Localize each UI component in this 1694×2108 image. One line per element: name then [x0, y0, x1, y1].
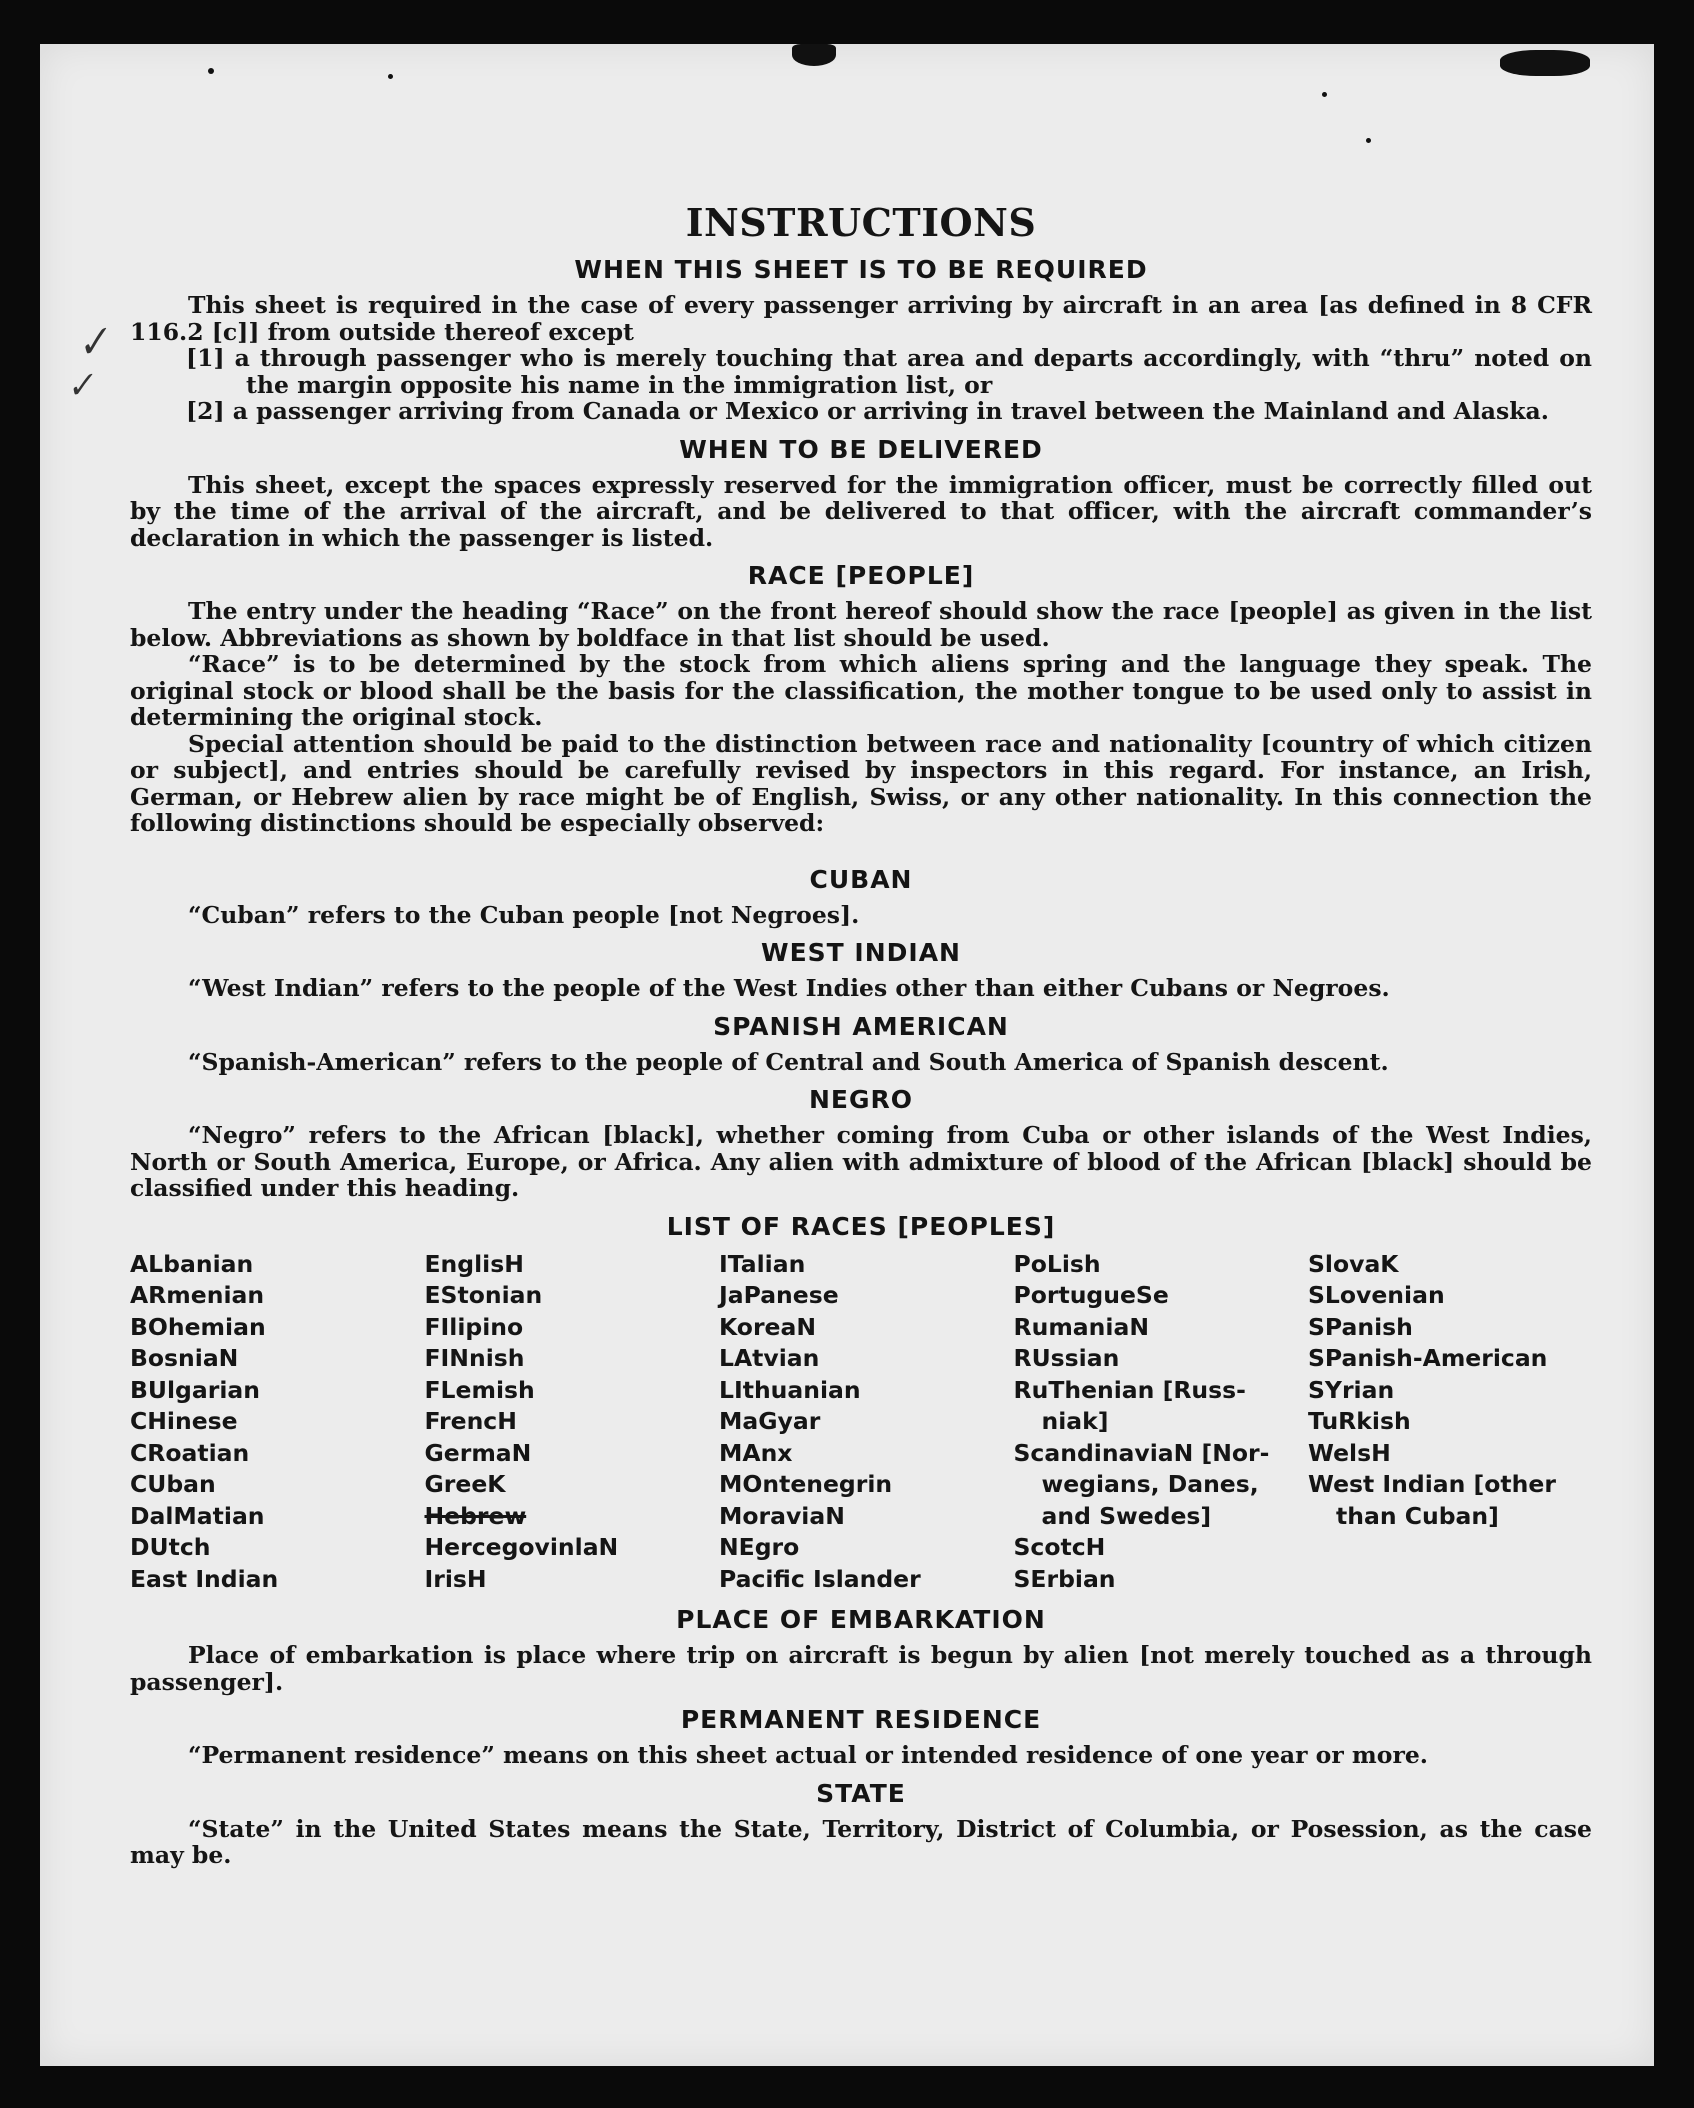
race-list-item: EStonian: [424, 1281, 543, 1309]
race-list-item: GreeK: [424, 1470, 506, 1498]
handwritten-mark: ✓: [63, 364, 98, 408]
ink-speck: [208, 68, 214, 74]
race-list-item: ALbanian: [130, 1249, 254, 1278]
section-heading-negro: NEGRO: [808, 1085, 914, 1114]
race-list-column-3: [719, 1249, 1003, 1596]
race-list-item: SlovaK: [1308, 1249, 1399, 1278]
race-list-item: ARmenian: [130, 1281, 265, 1309]
race-list-item: PortugueSe: [1013, 1281, 1169, 1309]
race-list-item: RumaniaN: [1013, 1312, 1149, 1341]
paragraph-cuban: “Cuban” refers to the Cuban people [not Negroes].: [188, 900, 860, 929]
ink-speck: [1322, 92, 1327, 97]
paragraph-delivered: This sheet, except the spaces expressly reserved for the immigration officer, must be correctly filled out by the time of the arrival of the aircraft, and be delivered to that officer, with the aircraft commander’s declaration in which the passenger is listed.: [130, 470, 1592, 552]
race-list-item: MOntenegrin: [719, 1470, 893, 1498]
race-list-item: SLovenian: [1308, 1281, 1445, 1309]
race-list-item: SErbian: [1013, 1564, 1116, 1593]
paragraph-race-2: “Race” is to be determined by the stock from which aliens spring and the language they speak. The original stock or blood shall be the basis for the classification, the mother tongue to be used only to assist in determining the original stock.: [130, 650, 1592, 731]
page-title: INSTRUCTIONS: [685, 200, 1037, 245]
race-list-item: CUban: [130, 1470, 216, 1498]
race-list-item: CHinese: [130, 1407, 238, 1435]
race-list-item: TuRkish: [1308, 1407, 1411, 1435]
paragraph-race-1: The entry under the heading “Race” on the front hereof should show the race [people] as given in the list below. Abbreviations as shown by boldface in that list should be used.: [130, 597, 1592, 652]
race-list-item: West Indian [other: [1308, 1470, 1556, 1498]
section-heading-residence: PERMANENT RESIDENCE: [680, 1705, 1042, 1734]
race-list-item: LIthuanian: [719, 1375, 861, 1404]
ink-speck: [388, 74, 393, 79]
spacer: [130, 837, 1592, 855]
race-list-item: SPanish: [1308, 1312, 1413, 1341]
race-list-item: BosniaN: [130, 1344, 239, 1372]
paragraph-spanish-american: “Spanish-American” refers to the people of Central and South America of Spanish descent.: [188, 1047, 1389, 1076]
race-list-item: CRoatian: [130, 1438, 250, 1467]
race-list-column-1: [130, 1249, 414, 1596]
race-list-item: BOhemian: [130, 1312, 266, 1341]
race-list-item: ScandinaviaN [Nor-: [1013, 1438, 1270, 1467]
race-list-item: PoLish: [1013, 1249, 1101, 1278]
race-list-item: FLemish: [424, 1375, 535, 1404]
race-list-item-continued: wegians, Danes,: [1041, 1470, 1259, 1498]
race-list-item-continued: than Cuban]: [1336, 1501, 1499, 1530]
section-heading-required: WHEN THIS SHEET IS TO BE REQUIRED: [574, 255, 1148, 284]
race-list-item: SYrian: [1308, 1375, 1395, 1404]
ink-speck: [1366, 138, 1371, 143]
race-list-item: IrisH: [424, 1564, 487, 1593]
paragraph-negro: “Negro” refers to the African [black], whether coming from Cuba or other islands of the West Indies, North or South America, Europe, or Africa. Any alien with admixture of blood of the African [black] should be classified under this heading.: [130, 1121, 1592, 1202]
section-heading-spanish-american: SPANISH AMERICAN: [713, 1011, 1009, 1041]
paragraph-residence: “Permanent residence” means on this sheet actual or intended residence of one year or more.: [188, 1741, 1428, 1769]
race-list-item: GermaN: [424, 1438, 532, 1467]
race-list-item: FIlipino: [424, 1312, 524, 1341]
race-list-item: ITalian: [719, 1249, 806, 1278]
race-list-item: NEgro: [719, 1533, 800, 1561]
race-list-item: East Indian: [130, 1564, 279, 1593]
bleed-through-text: [620, 120, 626, 144]
race-list-column-2: [425, 1249, 709, 1596]
ink-speck: [792, 44, 836, 66]
paragraph-west-indian: “West Indian” refers to the people of the West Indies other than either Cubans or Negroes.: [188, 974, 1390, 1002]
race-list-item: RUssian: [1013, 1344, 1120, 1372]
ink-speck: [1500, 50, 1590, 76]
race-list-column-4: [1014, 1249, 1298, 1596]
section-heading-race-list: LIST OF RACES [PEOPLES]: [666, 1211, 1056, 1241]
race-list: [130, 1249, 1592, 1596]
paragraph-embarkation: Place of embarkation is place where trip on aircraft is begun by alien [not merely touched as a through passenger].: [130, 1641, 1592, 1696]
section-heading-state: STATE: [816, 1778, 906, 1808]
paragraph-required-item1: [1] a through passenger who is merely touching that area and departs accordingly, with “thru” noted on the margin opposite his name in the immigration list, or: [186, 344, 1592, 399]
section-heading-delivered: WHEN TO BE DELIVERED: [679, 434, 1043, 464]
paragraph-race-3: Special attention should be paid to the distinction between race and nationality [country of which citizen or subject], and entries should be carefully revised by inspectors in this regard. For instance, an Irish, German, or Hebrew alien by race might be of English, Swiss, or any other nationality. In this connection the following distinctions should be especially observed:: [130, 729, 1592, 837]
race-list-item: FrencH: [424, 1407, 517, 1435]
document-sheet: [40, 44, 1654, 2066]
race-list-item: BUlgarian: [130, 1375, 260, 1404]
race-list-item: LAtvian: [719, 1344, 820, 1372]
race-list-item: EnglisH: [424, 1249, 524, 1278]
race-list-item: FINnish: [424, 1344, 525, 1372]
handwritten-mark: ✓: [71, 317, 114, 369]
section-heading-embarkation: PLACE OF EMBARKATION: [676, 1605, 1046, 1634]
race-list-item-continued: niak]: [1041, 1407, 1109, 1435]
document-body: [130, 154, 1592, 1869]
race-list-item: MAnx: [719, 1438, 793, 1467]
race-list-item-struck: Hebrew: [424, 1501, 527, 1530]
race-list-item: RuThenian [Russ-: [1013, 1375, 1246, 1404]
race-list-item: MoraviaN: [719, 1501, 845, 1530]
race-list-item: Pacific Islander: [719, 1564, 921, 1593]
race-list-item: ScotcH: [1013, 1533, 1106, 1561]
race-list-item: MaGyar: [719, 1407, 821, 1435]
section-heading-race: RACE [PEOPLE]: [747, 561, 975, 590]
paragraph-required-intro: This sheet is required in the case of every passenger arriving by aircraft in an area [as defined in 8 CFR 116.2 [c]] from outside thereof except: [130, 291, 1592, 346]
race-list-item: WelsH: [1308, 1438, 1391, 1467]
race-list-item: SPanish-American: [1308, 1344, 1548, 1372]
race-list-item: KoreaN: [719, 1312, 816, 1341]
race-list-item-continued: and Swedes]: [1041, 1501, 1212, 1530]
race-list-item: DalMatian: [130, 1501, 265, 1530]
section-heading-cuban: CUBAN: [809, 864, 913, 894]
race-list-item: DUtch: [130, 1533, 211, 1561]
race-list-item: HercegovinlaN: [424, 1533, 619, 1561]
paragraph-required-item2: [2] a passenger arriving from Canada or Mexico or arriving in travel between the Mainland and Alaska.: [186, 397, 1549, 425]
paragraph-state: “State” in the United States means the State, Territory, District of Columbia, or Posession, as the case may be.: [130, 1814, 1592, 1869]
race-list-column-5: [1308, 1249, 1592, 1596]
race-list-item: JaPanese: [719, 1281, 839, 1309]
section-heading-west-indian: WEST INDIAN: [761, 938, 961, 967]
